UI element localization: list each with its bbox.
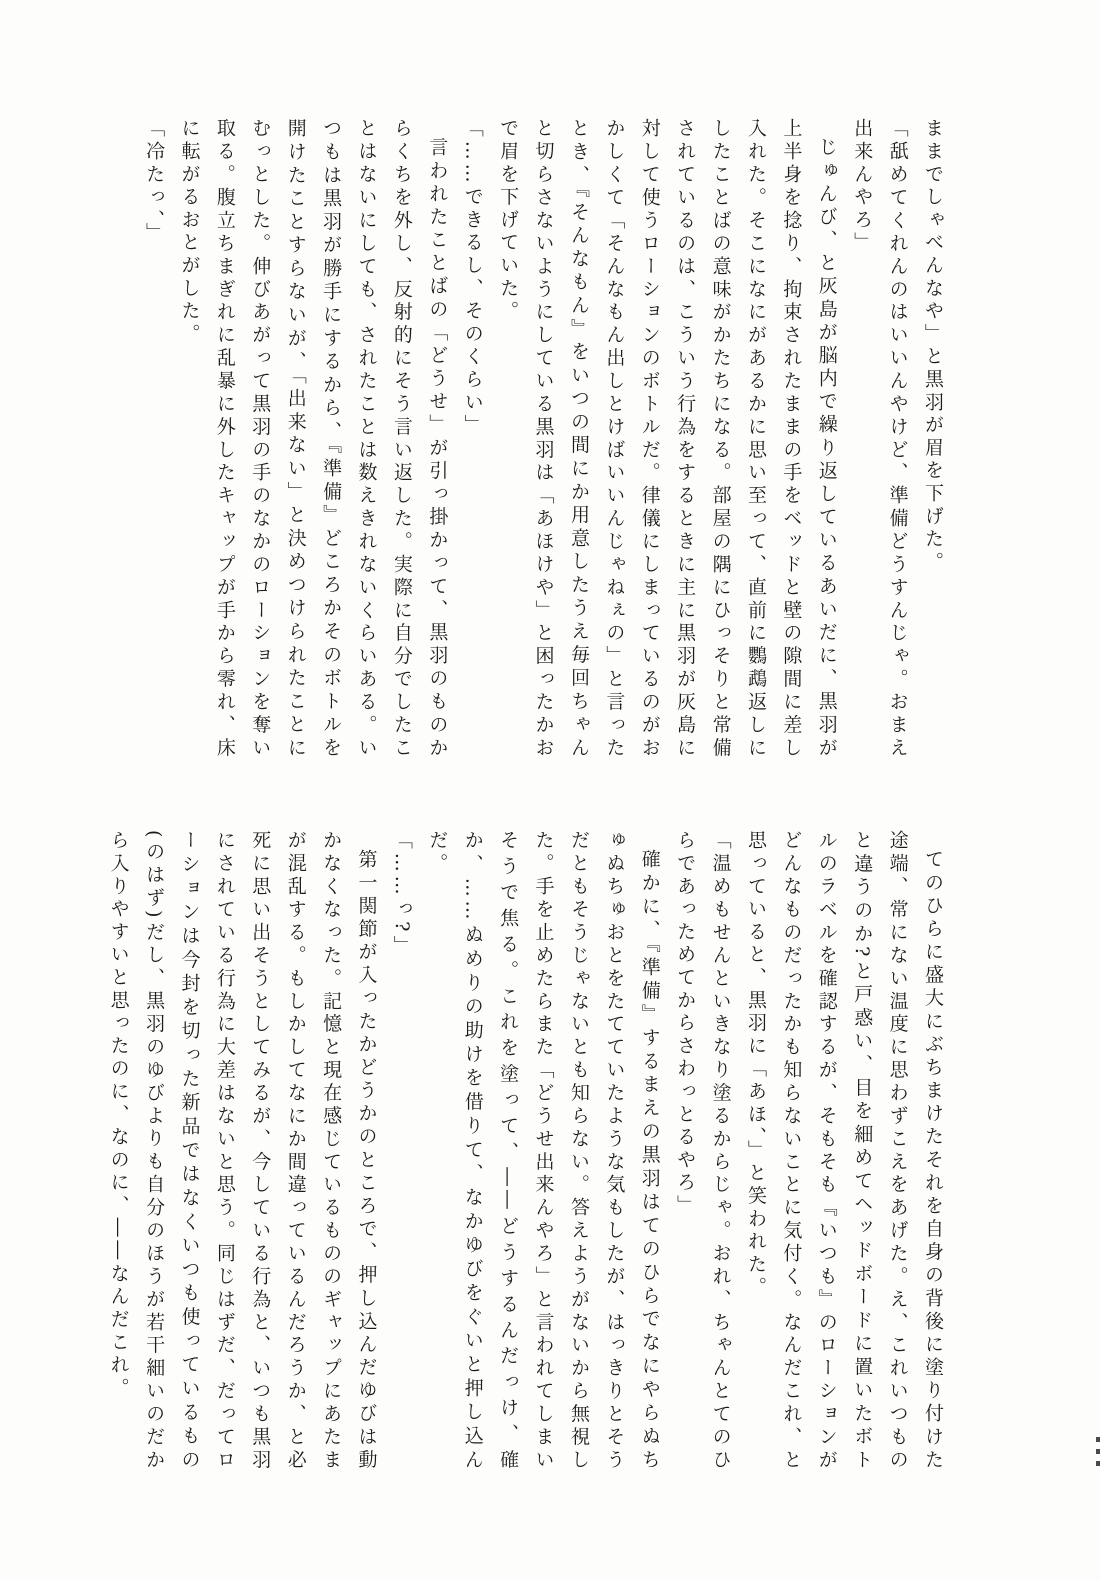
dialogue-line: 「舐めてくれんのはいいんやけど、準備どうすんじゃ。おまえ出来んやろ」 (851, 118, 909, 760)
continuation-line: ままでしゃべんなや」と黒羽が眉を下げた。 (922, 118, 944, 574)
text-block-upper (136, 118, 950, 760)
dialogue-line: 「……っ?」 (390, 830, 413, 958)
page-number-fragment (1096, 1437, 1100, 1471)
text-block-lower (100, 830, 950, 1472)
dialogue-line: 「冷たっ、」 (143, 118, 166, 246)
dialogue-line: 「……できるし、そのくらい」 (461, 118, 484, 438)
narrative-paragraph: てのひらに盛大にぶちまけたそれを自身の背後に塗り付けた途端、常にない温度に思わずこえをあげた。え、これいつものと違うのか?と戸惑い、目を細めてヘッドボードに置いたボトルのラベルを確認するが、そもそも『いつも』のローションがどんなものだったかも知らないことに気付く。なんだこれ、と思っていると、黒羽に「あほ、」と笑われた。 (744, 830, 944, 1472)
narrative-paragraph: じゅんび、と灰島が脳内で繰り返しているあいだに、黒羽が上半身を捻り、拘束されたままの手をベッドと壁の隙間に差し入れた。そこになにがあるかに思い至って、直前に鸚鵡返しにしたことばの意味がかたちになる。部屋の隅にひっそりと常備されているのは、こういう行為をするときに主に黒羽が灰島に対して使うローションのボトルだ。律儀にしまっているのがおかしくて「そんなもん出しとけばいいんじゃねぇの」と言ったとき、『そんなもん』をいつの間にか用意したうえ毎回ちゃんと切らさないようにしている黒羽は「あほけや」と困ったかおで眉を下げていた。 (497, 118, 838, 760)
narrative-paragraph: 確かに、『準備』するまえの黒羽はてのひらでなにやらぬちゅぬちゅおとをたてていたような気もしたが、はっきりとそうだともそうじゃないとも知らない。答えようがないから無視した。手を止めたらまた「どうせ出来んやろ」と言われてしまいそうで焦る。これを塗って、――どうするんだっけ、確か、……ぬめりの助けを借りて、なかゆびをぐいと押し込んだ。 (426, 830, 661, 1472)
narrative-paragraph: 言われたことばの「どうせ」が引っ掛かって、黒羽のものからくちを外し、反射的にそう言い返した。実際に自分でしたことはないにしても、されたことは数えきれないくらいある。いつもは黒羽が勝手にするから、『準備』どころかそのボトルを開けたことすらないが、「出来ない」と決めつけられたことにむっとした。伸びあがって黒羽の手のなかのローションを奪い取る。腹立ちまぎれに乱暴に外したキャップが手から零れ、床に転がるおとがした。 (178, 118, 449, 760)
narrative-paragraph: 第一関節が入ったかどうかのところで、押し込んだゆびは動かなくなった。記憶と現在感じているもののギャップにあたまが混乱する。もしかしてなにか間違っているんだろうか、と必死に思い出そうとしてみるが、今している行為と、いつも黒羽にされている行為に大差はないと思う。同じはずだ、だってローションは今封を切った新品ではなくいつも使っているもの(のはず)だし、黒羽のゆびよりも自分のほうが若干細いのだから入りやすいと思ったのに、なのに、――なんだこれ。 (107, 830, 378, 1472)
dialogue-line: 「温めもせんといきなり塗るからじゃ。おれ、ちゃんとてのひらであっためてからさわっとるやろ」 (674, 830, 732, 1472)
